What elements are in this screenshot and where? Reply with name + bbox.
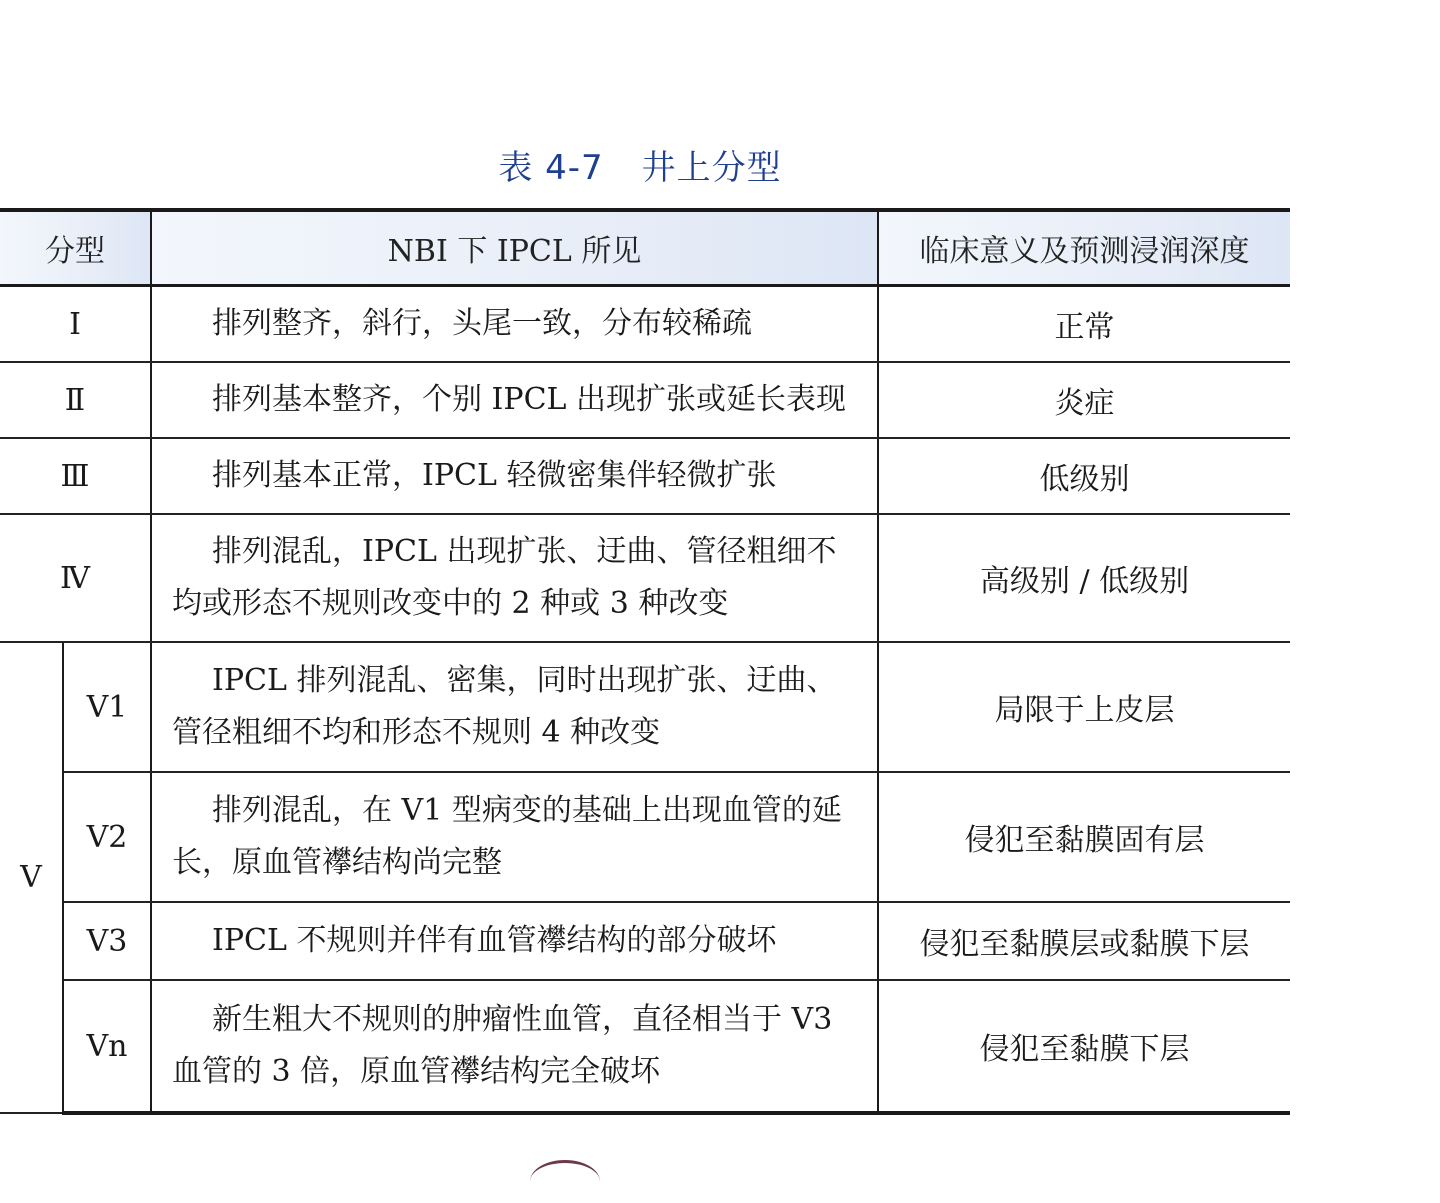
description-cell: 新生粗大不规则的肿瘤性血管，直径相当于 V3 血管的 3 倍，原血管襻结构完全破坏 [151,980,878,1113]
subtype-cell: V3 [63,902,151,980]
meaning-cell: 侵犯至黏膜下层 [878,980,1290,1113]
table-title: 井上分型 [641,148,782,188]
type-cell: Ⅰ [0,286,151,363]
description-cell: 排列基本正常，IPCL 轻微密集伴轻微扩张 [151,438,878,514]
type-cell: Ⅲ [0,438,151,514]
header-type: 分型 [0,210,151,286]
subtype-cell: Vn [63,980,151,1113]
description-cell: 排列混乱，在 V1 型病变的基础上出现血管的延长，原血管襻结构尚完整 [151,772,878,902]
type-cell: Ⅱ [0,362,151,438]
meaning-cell: 侵犯至黏膜层或黏膜下层 [878,902,1290,980]
meaning-cell: 正常 [878,286,1290,363]
table-row [0,514,1290,642]
description-cell: IPCL 不规则并伴有血管襻结构的部分破坏 [151,902,878,980]
table-row [0,902,1290,980]
table-row [0,642,1290,772]
meaning-cell: 低级别 [878,438,1290,514]
type-cell: Ⅳ [0,514,151,642]
type-cell-group-v: V [0,642,63,1113]
meaning-cell: 侵犯至黏膜固有层 [878,772,1290,902]
subtype-cell: V2 [63,772,151,902]
meaning-cell: 局限于上皮层 [878,642,1290,772]
description-cell: 排列混乱，IPCL 出现扩张、迂曲、管径粗细不均或形态不规则改变中的 2 种或 3 种改变 [151,514,878,642]
description-cell: 排列整齐，斜行，头尾一致，分布较稀疏 [151,286,878,363]
subtype-cell: V1 [63,642,151,772]
header-row [0,210,1290,286]
table-row [0,286,1290,363]
meaning-cell: 高级别 / 低级别 [878,514,1290,642]
table-row [0,438,1290,514]
table-row [0,772,1290,902]
inoue-classification-table [0,208,1290,1115]
description-cell: IPCL 排列混乱、密集，同时出现扩张、迂曲、管径粗细不均和形态不规则 4 种改变 [151,642,878,772]
handwritten-mark [530,1160,600,1203]
meaning-cell: 炎症 [878,362,1290,438]
table-caption [0,140,1280,189]
header-clinical-meaning: 临床意义及预测浸润深度 [878,210,1290,286]
table-number: 表 4-7 [498,148,604,188]
description-cell: 排列基本整齐，个别 IPCL 出现扩张或延长表现 [151,362,878,438]
table-row [0,980,1290,1113]
header-nbi-findings: NBI 下 IPCL 所见 [151,210,878,286]
table-row [0,362,1290,438]
